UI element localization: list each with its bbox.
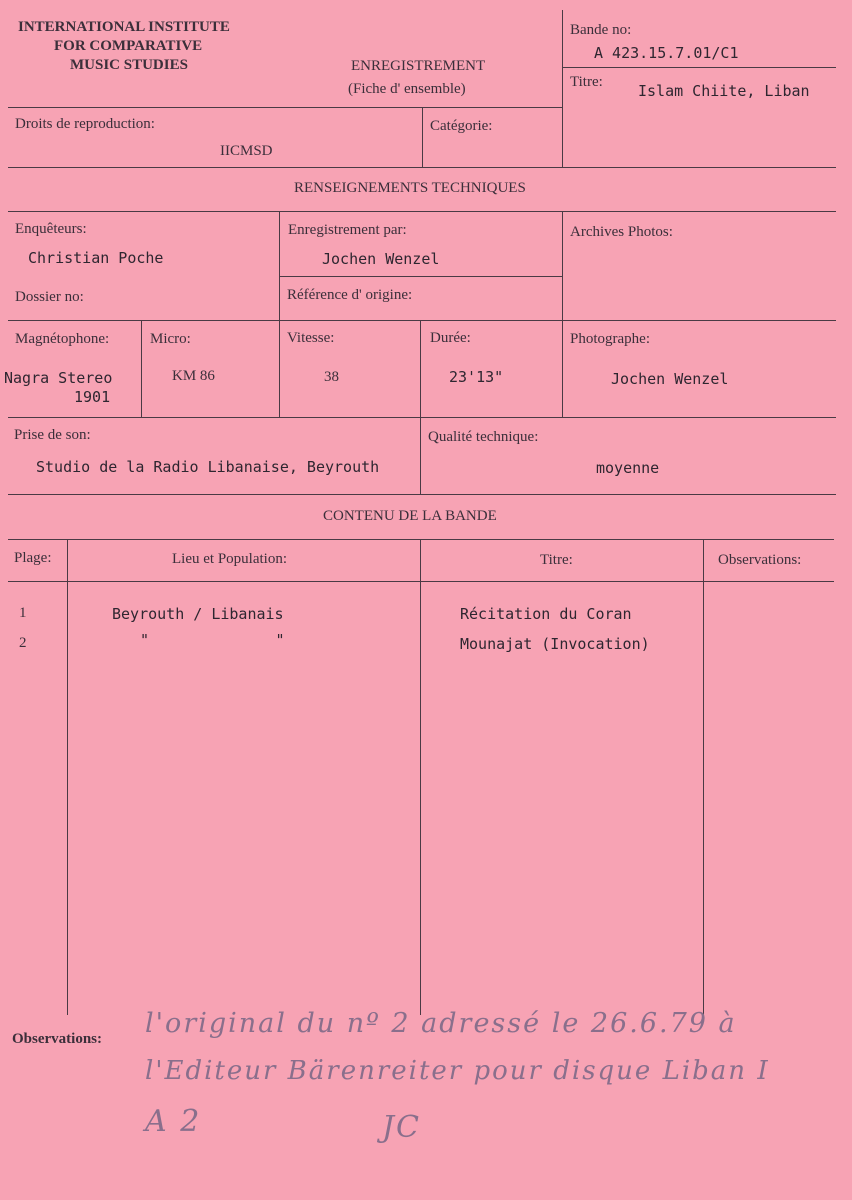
divider bbox=[562, 10, 563, 168]
divider bbox=[67, 539, 68, 1015]
archives-photos-label: Archives Photos: bbox=[570, 224, 673, 240]
dossier-label: Dossier no: bbox=[15, 289, 84, 305]
duree-label: Durée: bbox=[430, 330, 471, 346]
magnetophone-model: 1901 bbox=[74, 388, 111, 406]
handwritten-note-line3: A 2 bbox=[145, 1104, 202, 1139]
divider bbox=[8, 320, 836, 321]
prise-de-son-label: Prise de son: bbox=[14, 427, 91, 443]
institute-name-line2: FOR COMPARATIVE bbox=[54, 38, 203, 54]
handwritten-initials: JC bbox=[382, 1110, 421, 1145]
vitesse-label: Vitesse: bbox=[287, 330, 335, 346]
form-subtitle: (Fiche d' ensemble) bbox=[348, 81, 466, 97]
divider bbox=[279, 211, 280, 417]
reference-label: Référence d' origine: bbox=[287, 287, 413, 303]
technical-section-title: RENSEIGNEMENTS TECHNIQUES bbox=[294, 180, 526, 196]
titre-value: Islam Chiite, Liban bbox=[638, 82, 810, 100]
enqueteurs-value: Christian Poche bbox=[28, 249, 164, 267]
duree-value: 23'13" bbox=[449, 368, 504, 386]
divider bbox=[420, 320, 421, 417]
divider bbox=[420, 417, 421, 494]
row-1-titre: Récitation du Coran bbox=[460, 605, 632, 623]
divider bbox=[8, 211, 836, 212]
divider bbox=[562, 67, 836, 68]
bande-value: A 423.15.7.01/C1 bbox=[594, 44, 739, 62]
photographe-value: Jochen Wenzel bbox=[611, 370, 729, 388]
divider bbox=[703, 539, 704, 1015]
institute-name-line3: MUSIC STUDIES bbox=[70, 57, 188, 73]
enqueteurs-label: Enquêteurs: bbox=[15, 221, 87, 237]
droits-value: IICMSD bbox=[220, 143, 273, 159]
magnetophone-value: Nagra Stereo bbox=[4, 369, 113, 387]
divider bbox=[141, 320, 142, 417]
divider bbox=[8, 494, 836, 495]
institute-name-line1: INTERNATIONAL INSTITUTE bbox=[18, 19, 230, 35]
vitesse-value: 38 bbox=[324, 369, 339, 385]
micro-label: Micro: bbox=[150, 331, 191, 347]
qualite-value: moyenne bbox=[596, 459, 660, 477]
row-2-titre: Mounajat (Invocation) bbox=[460, 635, 650, 653]
divider bbox=[8, 581, 834, 582]
col-titre-header: Titre: bbox=[540, 552, 573, 568]
qualite-label: Qualité technique: bbox=[428, 429, 539, 445]
categorie-label: Catégorie: bbox=[430, 118, 493, 134]
bande-label: Bande no: bbox=[570, 22, 632, 38]
col-observations-header: Observations: bbox=[718, 552, 802, 568]
divider bbox=[8, 107, 562, 108]
prise-de-son-value: Studio de la Radio Libanaise, Beyrouth bbox=[36, 458, 380, 476]
handwritten-note-line2: l'Editeur Bärenreiter pour disque Liban I bbox=[145, 1056, 770, 1086]
divider bbox=[422, 107, 423, 168]
divider bbox=[420, 539, 421, 1015]
divider bbox=[279, 276, 562, 277]
col-plage-header: Plage: bbox=[14, 550, 52, 566]
enregistrement-par-label: Enregistrement par: bbox=[288, 222, 407, 238]
row-1-plage: 1 bbox=[19, 605, 27, 621]
enregistrement-par-value: Jochen Wenzel bbox=[322, 250, 440, 268]
micro-value: KM 86 bbox=[172, 368, 215, 384]
magnetophone-label: Magnétophone: bbox=[15, 331, 110, 347]
contents-section-title: CONTENU DE LA BANDE bbox=[323, 508, 497, 524]
divider bbox=[8, 417, 836, 418]
col-lieu-header: Lieu et Population: bbox=[172, 551, 287, 567]
divider bbox=[562, 211, 563, 417]
row-2-plage: 2 bbox=[19, 635, 27, 651]
titre-label: Titre: bbox=[570, 74, 603, 90]
photographe-label: Photographe: bbox=[570, 331, 650, 347]
handwritten-note-line1: l'original du nº 2 adressé le 26.6.79 à bbox=[145, 1008, 737, 1039]
divider bbox=[8, 539, 834, 540]
observations-label: Observations: bbox=[12, 1031, 102, 1047]
divider bbox=[8, 167, 836, 168]
row-2-lieu: " " bbox=[140, 631, 285, 649]
row-1-lieu: Beyrouth / Libanais bbox=[112, 605, 284, 623]
form-title: ENREGISTREMENT bbox=[351, 58, 486, 74]
droits-label: Droits de reproduction: bbox=[15, 116, 155, 132]
